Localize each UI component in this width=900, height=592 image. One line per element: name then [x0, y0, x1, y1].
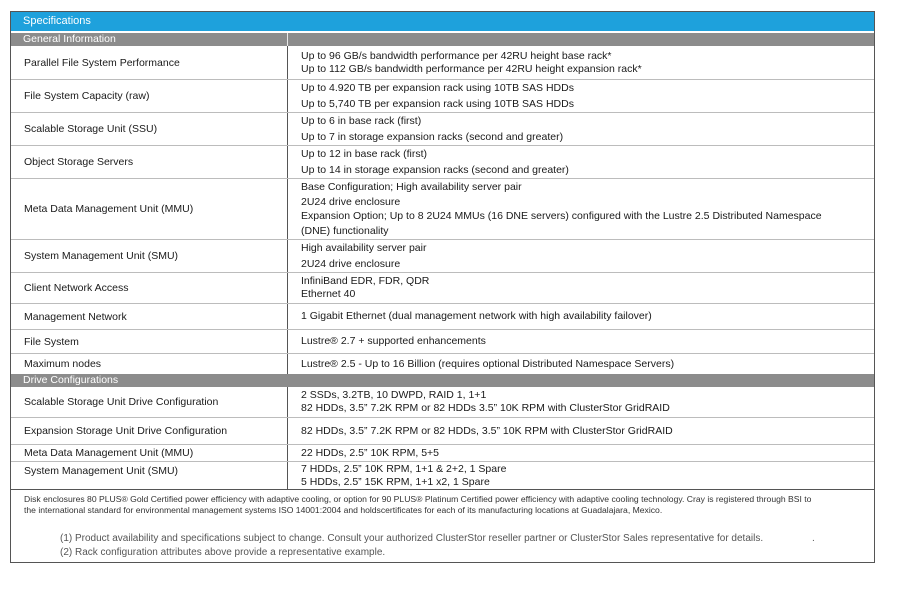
spec-row-esu-drive [11, 418, 874, 445]
spec-row-client-network [11, 273, 874, 304]
row-value: Lustre® 2.5 - Up to 16 Billion (requires optional Distributed Namespace Servers) [301, 357, 675, 370]
row-value: Up to 6 in base rack (first) Up to 7 in storage expansion racks (second and greater) [301, 115, 564, 143]
row-value: Up to 12 in base rack (first) Up to 14 in storage expansion racks (second and greater) [301, 148, 569, 176]
row-label: File System Capacity (raw) [11, 80, 288, 112]
row-label: Meta Data Management Unit (MMU) [11, 445, 288, 461]
row-label: System Management Unit (SMU) [11, 462, 288, 489]
row-label: Expansion Storage Unit Drive Configuration [11, 418, 288, 444]
row-value: InfiniBand EDR, FDR, QDR Ethernet 40 [301, 275, 430, 300]
row-label: Management Network [11, 304, 288, 329]
footnote-2: (2) Rack configuration attributes above provide a representative example. [60, 546, 386, 558]
row-label: System Management Unit (SMU) [11, 240, 288, 272]
footer-note: Disk enclosures 80 PLUS® Gold Certified power efficiency with adaptive cooling, or option for 90 PLUS® Platinum Certified power efficiency with adaptive cooling technology. Cray is registered through BSI to the international standard for environmental management systems ISO 14001:2004 and holdscertificates for each of its manufacturing locations at Guadalajara, Mexico. [24, 494, 812, 515]
spec-row-ssu [11, 113, 874, 146]
footnote-trailing-mark: . [812, 533, 815, 544]
spec-row-max-nodes [11, 354, 874, 374]
row-value: Up to 96 GB/s bandwidth performance per 42RU height base rack* Up to 112 GB/s bandwidth performance per 42RU height expansion rack* [301, 49, 642, 75]
row-value: Base Configuration; High availability server pair 2U24 drive enclosure Expansion Option; Up to 8 2U24 MMUs (16 DNE servers) configured with the Lustre 2.5 Distributed Namespace (DNE) functionality [301, 181, 822, 237]
row-value: 22 HDDs, 2.5” 10K RPM, 5+5 [301, 446, 440, 459]
row-label: Parallel File System Performance [11, 46, 288, 79]
spec-row-ssu-drive [11, 387, 874, 418]
row-label: Scalable Storage Unit (SSU) [11, 113, 288, 145]
row-label: Object Storage Servers [11, 146, 288, 178]
spec-row-mgmt-network [11, 304, 874, 330]
section-general-information [11, 33, 874, 46]
row-value: 2 SSDs, 3.2TB, 10 DWPD, RAID 1, 1+1 82 HDDs, 3.5” 7.2K RPM or 82 HDDs 3.5” 10K RPM with ClusterStor GridRAID [301, 389, 670, 414]
spec-row-mmu [11, 179, 874, 240]
row-value: 7 HDDs, 2.5” 10K RPM, 1+1 & 2+2, 1 Spare 5 HDDs, 2.5” 15K RPM, 1+1 x2, 1 Spare [301, 462, 507, 488]
section-title: General Information [23, 33, 116, 45]
row-value: Lustre® 2.7 + supported enhancements [301, 335, 486, 347]
spec-row-parallel-fs [11, 46, 874, 80]
spec-row-file-system [11, 330, 874, 354]
section-drive-configurations [11, 374, 874, 387]
row-label: File System [11, 330, 288, 353]
row-value: 1 Gigabit Ethernet (dual management network with high availability failover) [301, 310, 652, 322]
row-value: 82 HDDs, 3.5” 7.2K RPM or 82 HDDs, 3.5” 10K RPM with ClusterStor GridRAID [301, 424, 673, 437]
spec-row-capacity [11, 80, 874, 113]
footnote-1: (1) Product availability and specifications subject to change. Consult your authorized ClusterStor reseller partner or ClusterStor Sales representative for details. [60, 533, 764, 544]
row-label: Maximum nodes [11, 354, 288, 374]
spec-title: Specifications [11, 12, 874, 31]
footnotes [60, 532, 840, 559]
row-value: High availability server pair 2U24 drive enclosure [301, 242, 427, 270]
row-value: Up to 4.920 TB per expansion rack using 10TB SAS HDDs Up to 5,740 TB per expansion rack using 10TB SAS HDDs [301, 82, 574, 110]
spec-row-smu [11, 240, 874, 273]
section-title: Drive Configurations [23, 374, 119, 386]
row-label: Scalable Storage Unit Drive Configuration [11, 387, 288, 417]
row-label: Meta Data Management Unit (MMU) [11, 179, 288, 239]
spec-row-mmu-drive [11, 445, 874, 462]
row-label: Client Network Access [11, 273, 288, 303]
spec-row-smu-drive [11, 462, 874, 490]
spec-row-oss [11, 146, 874, 179]
